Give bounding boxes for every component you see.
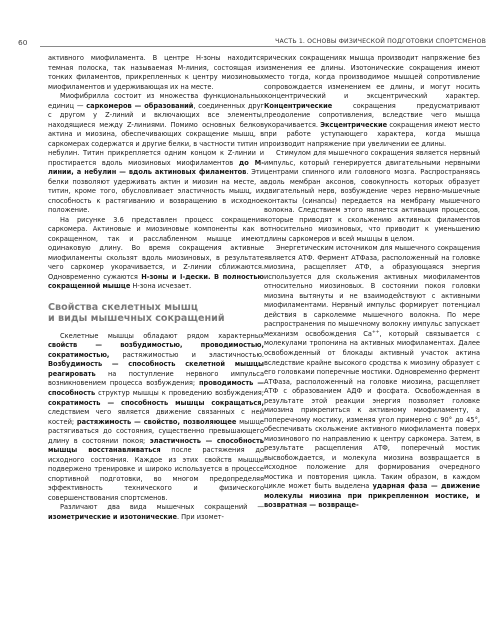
header-rule bbox=[40, 46, 486, 47]
paragraph: Скелетные мышцы обладают рядом характерных свойств — возбудимостью, проводимостью, сократимостью, растяжимостью и эластичностью. Возбудимость — способность скелетной мышцы реагировать на поступление нервного импульса возникновением процесса возбуждения; проводимость — способность структур мышцы к проведению возбуждения; сократимость — способность мышцы сокращаться, следствием чего является движение связанных с ней костей; растяжимость — свойство, позволяющее мышце растягиваться до состояния, существенно превышающего длину в состоянии покоя; эластичность — способность мышцы восстанавливаться после растяжения до исходного состояния. Каждое из этих свойств мышцы подвержено тренировке и широко используется в процессе спортивной подготовки, во многом предопределяя эффективность технического и физического совершенствования спортсменов. bbox=[48, 331, 265, 502]
paragraph: Стимулом для мышечного сокращения является нервный импульс, который генерируется двигательными нервными центрами спинного или головного мозга. Распространяясь вдоль мембран аксонов, совокупность которых образует двигательный нерв, возбуждение через нервно-мышечные контакты (синапсы) передается на мембрану мышечного волокна. Следствием этого является активация процессов, которые приводят к скольжению активных филаментов относительно миозиновых, что приводит к уменьшению длины саркомеров и всей мышцы в целом. bbox=[264, 149, 480, 243]
paragraph: активного миофиламента. В центре Н-зоны находится темная полоска, так называемая М-линия, состоящая из тонких филаментов, прикрепленных к центру миозиновых миофиламентов и удерживающая их на месте. bbox=[48, 54, 264, 91]
left-column bbox=[48, 54, 264, 522]
paragraph: Различают два вида мышечных сокращений — изометрические и изотонические. При изомет- bbox=[48, 503, 264, 521]
paragraph: Энергетическим источником для мышечного сокращения является АТФ. Фермент АТФаза, расположенный на головке миозина, расщепляет АТФ, а образующаяся энергия используется для скольжения активных миофиламентов относительно миозиновых. В состоянии покоя головки миозина вытянуты и не взаимодействуют с активными миофиламентами. Нервный импульс формирует потенциал действия в сарколемме мышечного волокна. По мере распространения по мышечному волокну импульс запускает механизм освобождения Са++, который связывается с молекулами тропонина на активных миофиламентах. Далее освобожденный от блокады активный участок актина вследствие крайне высокого сродства к миозину образует с его головками поперечные мостики. Одновременно фермент АТФаза, расположенный на головке миозина, расщепляет АТФ с образованием АДФ и фосфата. Освобожденная в результате этой реакции энергия позволяет головке миозина прикрепиться к активному миофиламенту, а поперечному мостику, изменяя угол примерно с 90° до 45°, обеспечивать скольжение активного миофиламента поверх миозинового по направлению к центру саркомера. Затем, в результате расщепления АТФ, поперечный мостик высвобождается, и молекула миозина возвращается в исходное положение для формирования очередного мостика и повторения цикла. Таким образом, в каждом цикле может быть выделена ударная фаза — движение молекулы миозина при прикрепленном мостике, и возвратная — возвраще- bbox=[264, 244, 481, 510]
paragraph: Миофибрилла состоит из множества функциональных единиц — саркомеров — образований, соединенных друг с другом у Z-линий и включающих все элементы, находящиеся между Z-линиями. Помимо основных белков актина и миозина, обеспечивающих сокращение мышц, в саркомерах содержатся и другие белки, в частности титин и небулин. Титин прикрепляется одним концом к Z-линии и простирается вдоль миозиновых миофиламентов до М-линии, а небулин — вдоль актиновых филаментов. Эти белки позволяют удерживать актин и миозин на месте, а титин, кроме того, обусловливает эластичность мышц, их способность к растягиванию и возвращению в исходное положение. bbox=[48, 92, 264, 215]
right-column bbox=[264, 54, 480, 511]
paragraph: На рисунке 3.6 представлен процесс сокращения саркомера. Актиновые и миозиновые компоненты как в сокращенном, так и расслабленном мышце имеют одинаковую длину. Во время сокращения активные миофиламенты скользят вдоль миозиновых, в результате чего саркомер укорачивается, и Z-линии сближаются. Одновременно сужаются Н-зоны и I-дески. В полностью сокращенной мышце Н-зона исчезает. bbox=[48, 215, 264, 291]
section-heading: Свойства скелетных мышц и виды мышечных сокращений bbox=[48, 301, 225, 325]
paragraph: рических сокращениях мышца производит напряжение без изменения ее длины. Изотонические сокращения имеют место тогда, когда производимое мышцей сопротивление сопровождается изменением ее длины, и могут носить концентрический и эксцентрический характер. Концентрические сокращения предусматривают преодоление сопротивления, вследствие чего мышца укорачивается. Эксцентрические сокращения имеют место при работе уступающего характера, когда мышца производит напряжение при увеличении ее длины. bbox=[264, 54, 480, 148]
running-header: ЧАСТЬ 1. ОСНОВЫ ФИЗИЧЕСКОЙ ПОДГОТОВКИ СПОРТСМЕНОВ bbox=[275, 38, 486, 45]
page-number: 60 bbox=[18, 38, 28, 47]
